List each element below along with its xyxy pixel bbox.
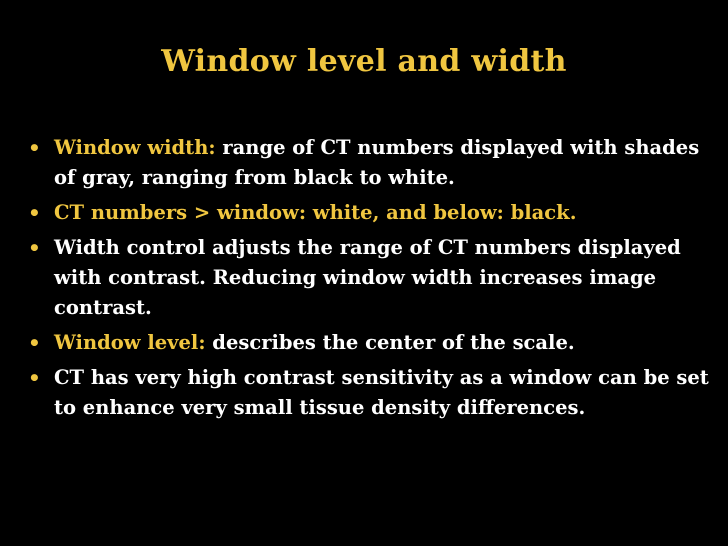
bullet-item-ct-numbers: [26, 198, 716, 228]
bullet-text: Width control adjusts the range of CT numbers displayed with contrast. Reducing window width increases image contrast.: [54, 236, 681, 319]
bullet-item-width-control: [26, 233, 716, 323]
bullet-icon: •: [28, 201, 41, 225]
bullet-icon: •: [28, 236, 41, 260]
bullet-text: range of CT numbers displayed with shades of gray, ranging from black to white.: [54, 136, 700, 189]
bullet-text: describes the center of the scale.: [205, 331, 575, 354]
bullet-item-window-width: [26, 133, 716, 193]
slide-title: Window level and width: [161, 44, 567, 79]
bullet-text: CT has very high contrast sensitivity as a window can be set to enhance very small tissue density differences.: [54, 366, 709, 419]
bullet-item-window-level: [26, 328, 716, 358]
bullet-icon: •: [28, 136, 41, 160]
bullet-lead: Window level:: [54, 331, 206, 354]
bullet-lead: Window width:: [54, 136, 216, 159]
bullet-lead: CT numbers > window: white, and below: black.: [54, 201, 577, 224]
bullet-icon: •: [28, 366, 41, 390]
bullet-item-contrast-sensitivity: [26, 363, 716, 423]
bullet-list: [26, 133, 716, 428]
bullet-icon: •: [28, 331, 41, 355]
